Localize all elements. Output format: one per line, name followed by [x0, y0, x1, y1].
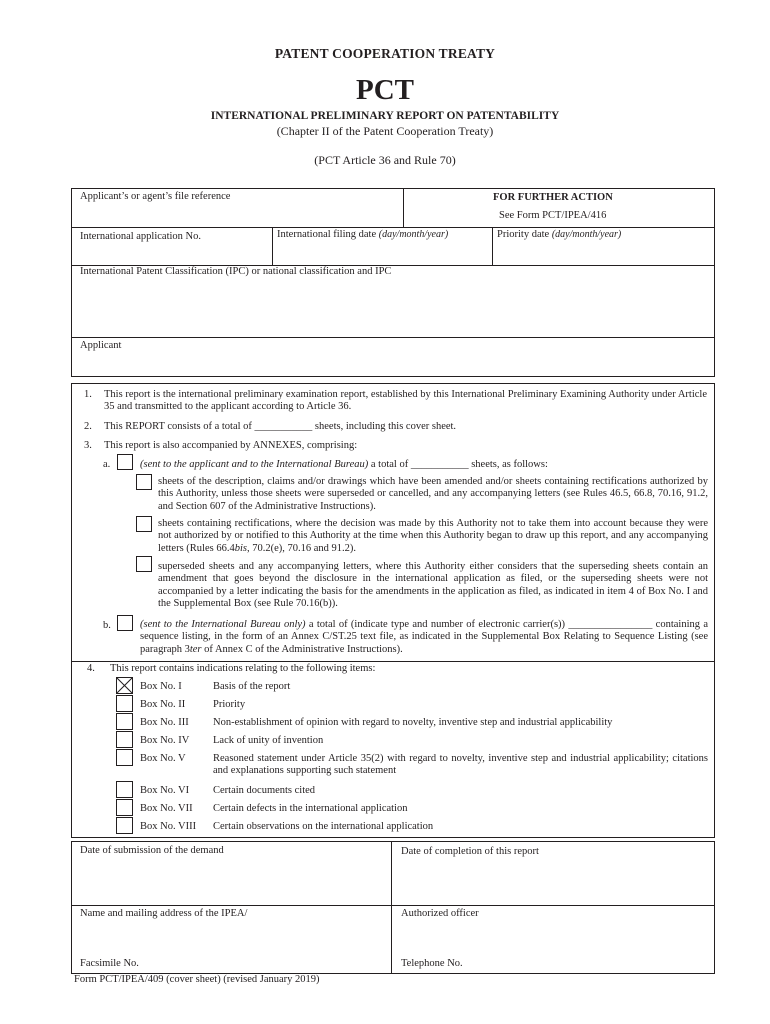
- divider: [403, 188, 404, 228]
- item-4-number: 4.: [87, 663, 95, 674]
- authorized-officer-field[interactable]: Authorized officer: [401, 908, 479, 919]
- divider: [492, 227, 493, 266]
- divider: [272, 227, 273, 266]
- box-number: Box No. VII: [140, 803, 193, 814]
- item-1-number: 1.: [84, 389, 92, 400]
- box-description: Reasoned statement under Article 35(2) with regard to novelty, inventive step and industrial applicability; citations and explanations supporting such statement: [213, 753, 708, 777]
- annex-a-amended-sheets-text: sheets of the description, claims and/or drawings which have been amended and/or sheets containing rectifications authorized by this Authority, unless those sheets were superseded or cancelled, and any accompanying letters (see Rules 46.5, 66.8, 70.16, 91.2, and Section 607 of the Administrative Instructions).: [158, 476, 708, 512]
- item-2-number: 2.: [84, 421, 92, 432]
- filing-date-field[interactable]: [277, 229, 448, 241]
- annex-a-text: [140, 459, 710, 471]
- telephone-field[interactable]: Telephone No.: [401, 958, 463, 969]
- filing-date-label: International filing date: [277, 229, 377, 240]
- divider: [71, 337, 715, 338]
- annex-b-checkbox[interactable]: [117, 615, 133, 631]
- check-x-icon: [117, 678, 132, 693]
- box-number: Box No. IV: [140, 735, 190, 746]
- divider: [71, 661, 715, 662]
- box-number: Box No. VI: [140, 785, 190, 796]
- item-2-text: This REPORT consists of a total of ___________ sheets, including this cover sheet.: [104, 421, 457, 432]
- annex-a-amended-sheets-checkbox[interactable]: [136, 474, 152, 490]
- annex-b-recipients: (sent to the International Bureau only): [140, 619, 306, 630]
- box-checkbox[interactable]: [116, 817, 133, 834]
- divider: [71, 905, 715, 906]
- application-number-field[interactable]: International application No.: [80, 231, 202, 242]
- box-description: Lack of unity of invention: [213, 735, 324, 746]
- priority-date-field[interactable]: [497, 229, 621, 241]
- annex-a-recipients: (sent to the applicant and to the International Bureau): [140, 459, 369, 470]
- annex-a-rectification-sheets-checkbox[interactable]: [136, 516, 152, 532]
- box-description: Certain defects in the international application: [213, 803, 408, 814]
- demand-date-field[interactable]: Date of submission of the demand: [80, 845, 224, 856]
- treaty-heading: PATENT COOPERATION TREATY: [274, 46, 496, 61]
- annex-b-sequence-listing: a total of (indicate type and number of electronic carrier(s)) ________________ containing a sequence listing, in the form of an Annex C/ST.25 text file, as indicated in the Supplemental Box Relating to Sequence Listing (see paragraph 3: [140, 619, 708, 655]
- box-checkbox[interactable]: [116, 695, 133, 712]
- box-number: Box No. III: [140, 717, 189, 728]
- further-action-title: FOR FURTHER ACTION: [493, 192, 613, 203]
- article-subtitle: (PCT Article 36 and Rule 70): [314, 153, 456, 167]
- ipea-address-field[interactable]: Name and mailing address of the IPEA/: [80, 908, 248, 919]
- box-checkbox-checked[interactable]: [116, 677, 133, 694]
- annex-a-label: a.: [103, 459, 111, 470]
- annex-a-rectification-bis: bis: [234, 542, 247, 554]
- pct-acronym: PCT: [356, 74, 414, 106]
- priority-date-label: Priority date: [497, 229, 550, 240]
- annex-b-instructions: of Annex C of the Administrative Instructions).: [201, 643, 403, 655]
- further-action-ref: See Form PCT/IPEA/416: [499, 210, 607, 221]
- applicant-field[interactable]: Applicant: [80, 340, 122, 351]
- box-description: Basis of the report: [213, 681, 291, 692]
- divider: [391, 841, 392, 974]
- annex-b-label: b.: [103, 620, 111, 631]
- completion-date-field[interactable]: Date of completion of this report: [401, 846, 539, 857]
- item-3-number: 3.: [84, 440, 92, 451]
- box-description: Priority: [213, 699, 246, 710]
- box-number: Box No. II: [140, 699, 186, 710]
- annex-a-rectification-sheets-text: [158, 518, 708, 555]
- box-checkbox[interactable]: [116, 731, 133, 748]
- file-reference-field[interactable]: Applicant’s or agent’s file reference: [80, 191, 231, 202]
- item-3-text: This report is also accompanied by ANNEXES, comprising:: [104, 440, 358, 451]
- ipc-field[interactable]: International Patent Classification (IPC) or national classification and IPC: [80, 266, 392, 277]
- box-checkbox[interactable]: [116, 799, 133, 816]
- box-checkbox[interactable]: [116, 781, 133, 798]
- item-1-text: This report is the international preliminary examination report, established by this International Preliminary Examining Authority under Article 35 and transmitted to the applicant according to Article 36.: [104, 389, 707, 413]
- box-description: Certain observations on the international application: [213, 821, 434, 832]
- box-checkbox[interactable]: [116, 749, 133, 766]
- annex-b-text: [140, 619, 708, 656]
- item-4-text: This report contains indications relating to the following items:: [110, 663, 376, 674]
- annex-b-ter: ter: [189, 643, 202, 655]
- filing-date-format: (day/month/year): [378, 229, 449, 240]
- applicant-info-box: [71, 188, 715, 377]
- annex-a-rectification-main: sheets containing rectifications, where the decision was made by this Authority not to take them into account because they were not authorized by or notified to this Authority at the time when this Authority began to draw up this report, and any accompanying letters (Rules 66.4: [158, 518, 708, 554]
- box-number: Box No. V: [140, 753, 186, 764]
- box-number: Box No. VIII: [140, 821, 197, 832]
- divider: [71, 227, 715, 228]
- facsimile-field[interactable]: Facsimile No.: [80, 958, 139, 969]
- form-footer: Form PCT/IPEA/409 (cover sheet) (revised January 2019): [74, 974, 320, 985]
- report-title: INTERNATIONAL PRELIMINARY REPORT ON PATENTABILITY: [210, 110, 560, 122]
- box-description: Certain documents cited: [213, 785, 316, 796]
- chapter-subtitle: (Chapter II of the Patent Cooperation Treaty): [276, 124, 494, 138]
- annex-a-sheets: a total of ___________ sheets, as follows:: [368, 459, 548, 470]
- box-checkbox[interactable]: [116, 713, 133, 730]
- box-number: Box No. I: [140, 681, 182, 692]
- priority-date-format: (day/month/year): [551, 229, 622, 240]
- annex-a-checkbox[interactable]: [117, 454, 133, 470]
- annex-a-superseded-sheets-text: superseded sheets and any accompanying letters, where this Authority either considers that the superseding sheets contain an amendment that goes beyond the disclosure in the international application as filed, or the superseding sheets were not accompanied by a letter indicating the basis for the amendments in the application as filed, as indicated in item 4 of Box No. I and the Supplemental Box (see Rule 70.16(b)).: [158, 561, 708, 609]
- annex-a-rectification-rules: , 70.2(e), 70.16 and 91.2).: [246, 542, 357, 554]
- annex-a-superseded-sheets-checkbox[interactable]: [136, 556, 152, 572]
- box-description: Non-establishment of opinion with regard to novelty, inventive step and industrial applicability: [213, 717, 613, 728]
